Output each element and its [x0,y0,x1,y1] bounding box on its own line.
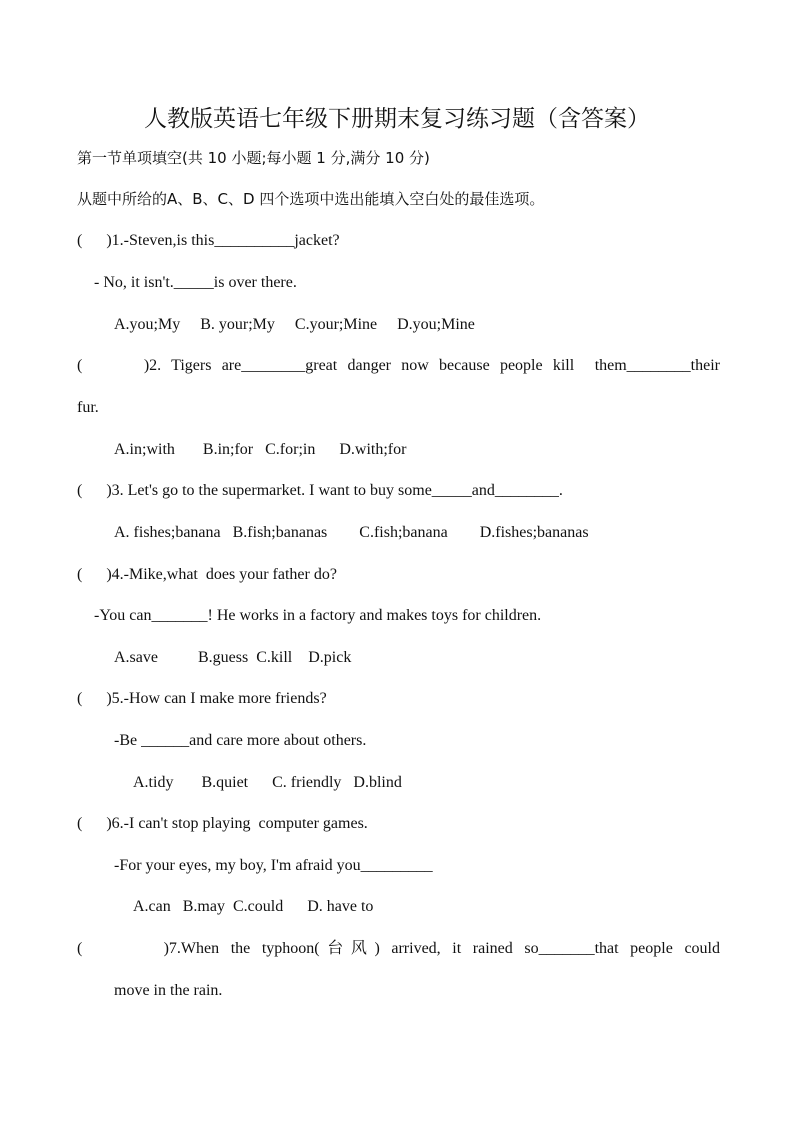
question-5-stem: ( )5.-How can I make more friends? [77,690,327,707]
question-5-response: -Be ______and care more about others. [114,732,367,749]
question-1-stem: ( )1.-Steven,is this__________jacket? [77,232,340,249]
question-3-options: A. fishes;banana B.fish;bananas C.fish;banana D.fishes;bananas [114,524,589,541]
question-6-options: A.can B.may C.could D. have to [133,898,374,915]
question-2-options: A.in;with B.in;for C.for;in D.with;for [114,441,407,458]
question-7-stem: ( )7.When the typhoon(台风) arrived, it rained so_______that people could [77,940,720,957]
question-1-options: A.you;My B. your;My C.your;Mine D.you;Mine [114,316,475,333]
question-1-response: - No, it isn't._____is over there. [94,274,297,291]
question-2-stem-continued: fur. [77,399,99,416]
question-2-stem: ( )2. Tigers are________great danger now because people kill them________their [77,357,720,374]
question-3-stem: ( )3. Let's go to the supermarket. I want to buy some_____and________. [77,482,563,499]
question-6-stem: ( )6.-I can't stop playing computer games. [77,815,368,832]
question-7-stem-continued: move in the rain. [114,982,223,999]
question-6-response: -For your eyes, my boy, I'm afraid you_________ [114,857,433,874]
question-4-response: -You can_______! He works in a factory and makes toys for children. [94,607,542,624]
section-heading: 第一节单项填空(共 10 小题;每小题 1 分,满分 10 分) [77,149,430,167]
instructions: 从题中所给的A、B、C、D 四个选项中选出能填入空白处的最佳选项。 [77,190,545,208]
question-4-options: A.save B.guess C.kill D.pick [114,649,352,666]
question-4-stem: ( )4.-Mike,what does your father do? [77,566,337,583]
question-5-options: A.tidy B.quiet C. friendly D.blind [133,774,402,791]
page-title: 人教版英语七年级下册期末复习练习题（含答案） [144,106,650,131]
